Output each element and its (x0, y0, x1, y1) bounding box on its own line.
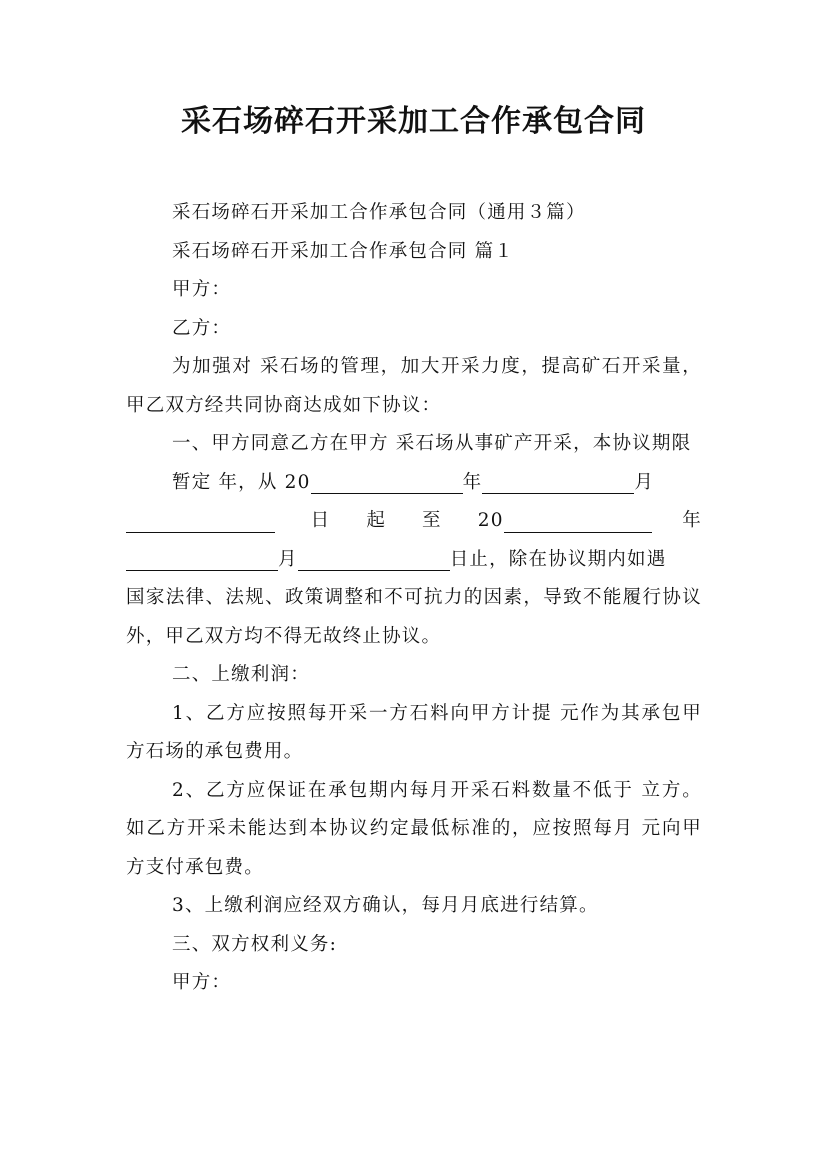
blank-field (126, 548, 278, 571)
term-from-label: 起 (366, 510, 387, 531)
paragraph-clause-1: 一、甲方同意乙方在甲方 采石场从事矿产开采，本协议期限 (172, 433, 692, 454)
term-line-2 (126, 502, 702, 541)
term-year-prefix: 20 (477, 510, 504, 531)
paragraph-party-b: 乙方： (172, 317, 232, 339)
paragraph-party-a-duties: 甲方： (172, 972, 232, 993)
blank-field (504, 510, 653, 533)
blank-field (311, 471, 463, 494)
term-month-label-2: 月 (278, 548, 298, 570)
term-text-start: 暂定 年，从 20 (172, 471, 311, 493)
paragraph-clause-3-heading: 三、双方权利义务: (172, 933, 338, 955)
paragraph-clause-2-2: 2、乙方应保证在承包期内每月开采石料数量不低于 立方。如乙方开采未能达到本协议约定最低标准的，应按照每月 元向甲方支付承包费。 (126, 779, 702, 878)
paragraph-section-heading: 采石场碎石开采加工合作承包合同 篇１ (172, 240, 514, 262)
blank-field (126, 510, 275, 533)
paragraph-subtitle: 采石场碎石开采加工合作承包合同（通用３篇） (172, 202, 586, 223)
term-end-text: 日止，除在协议期内如遇 (449, 548, 667, 570)
term-to-label: 至 (422, 510, 442, 531)
term-month-label: 月 (634, 471, 655, 493)
term-line-1 (126, 464, 702, 503)
blank-field (298, 548, 450, 571)
document-body (126, 194, 702, 1003)
term-year-label: 年 (462, 471, 483, 493)
blank-field (482, 471, 634, 494)
term-year-label-2: 年 (682, 510, 702, 531)
paragraph-party-a: 甲方： (172, 279, 232, 300)
term-day-label: 日 (310, 510, 331, 531)
paragraph-purpose: 为加强对 采石场的管理，加大开采力度，提高矿石开采量，甲乙双方经共同协商达成如下协议： (126, 356, 702, 416)
paragraph-clause-1-continued: 国家法律、法规、政策调整和不可抗力的因素，导致不能履行协议外，甲乙双方均不得无故终止协议。 (126, 587, 702, 647)
paragraph-clause-2-3: 3、上缴利润应经双方确认，每月月底进行结算。 (172, 895, 599, 916)
term-line-3 (126, 541, 702, 580)
document-title: 采石场碎石开采加工合作承包合同 (181, 104, 646, 139)
paragraph-clause-2-1: 1、乙方应按照每开采一方石料向甲方计提 元作为其承包甲方石场的承包费用。 (126, 702, 702, 762)
paragraph-clause-2-heading: 二、上缴利润： (172, 664, 310, 685)
